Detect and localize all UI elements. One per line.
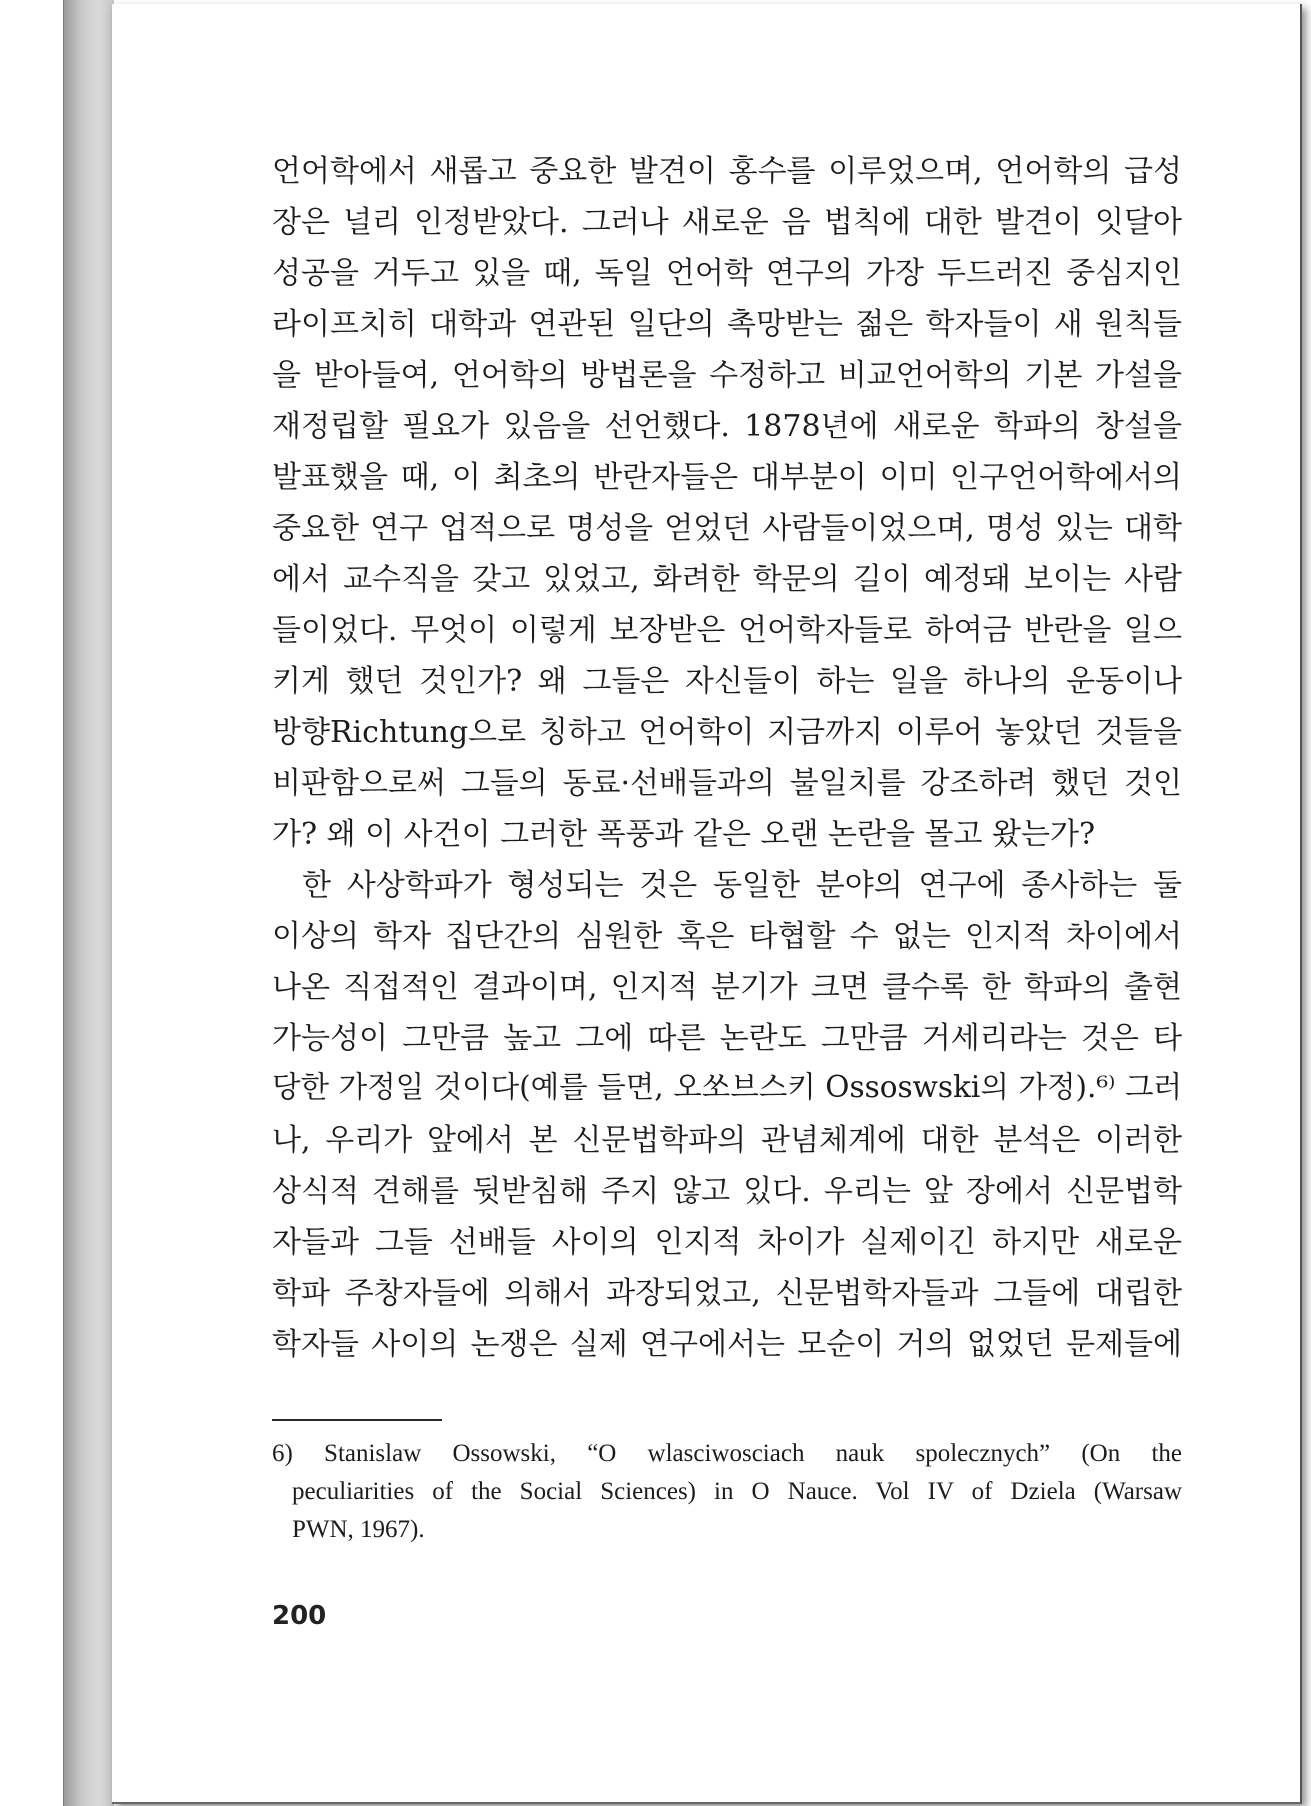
body-line: 발표했을 때, 이 최초의 반란자들은 대부분이 이미 인구언어학에서의 <box>272 460 1182 495</box>
body-line: 라이프치히 대학과 연관된 일단의 촉망받는 젊은 학자들이 새 원칙들 <box>272 307 1182 342</box>
body-line: 자들과 그들 선배들 사이의 인지적 차이가 실제이긴 하지만 새로운 <box>272 1225 1182 1260</box>
footnote-line: PWN, 1967). <box>292 1516 425 1543</box>
body-line: 성공을 거두고 있을 때, 독일 언어학 연구의 가장 두드러진 중심지인 <box>272 256 1182 291</box>
body-line: 중요한 연구 업적으로 명성을 얻었던 사람들이었으며, 명성 있는 대학 <box>272 511 1182 546</box>
body-line: 나, 우리가 앞에서 본 신문법학파의 관념체계에 대한 분석은 이러한 <box>272 1123 1182 1158</box>
body-line: 장은 널리 인정받았다. 그러나 새로운 음 법칙에 대한 발견이 잇달아 <box>272 205 1182 240</box>
body-line: 에서 교수직을 갖고 있었고, 화려한 학문의 길이 예정돼 보이는 사람 <box>272 562 1182 597</box>
body-line-paragraph-start: 한 사상학파가 형성되는 것은 동일한 분야의 연구에 종사하는 둘 <box>302 868 1182 903</box>
body-line: 가능성이 그만큼 높고 그에 따른 논란도 그만큼 거세리라는 것은 타 <box>272 1021 1182 1056</box>
body-line: 재정립할 필요가 있음을 선언했다. 1878년에 새로운 학파의 창설을 <box>272 409 1182 444</box>
body-line: 언어학에서 새롭고 중요한 발견이 홍수를 이루었으며, 언어학의 급성 <box>272 154 1182 189</box>
body-line: 당한 가정일 것이다(예를 들면, 오쏘브스키 Ossoswski의 가정).⁶⁾ 그러 <box>272 1070 1182 1104</box>
page-number: 200 <box>272 1601 327 1631</box>
body-line: 들이었다. 무엇이 이렇게 보장받은 언어학자들로 하여금 반란을 일으 <box>272 613 1182 648</box>
body-line: 키게 했던 것인가? 왜 그들은 자신들이 하는 일을 하나의 운동이나 <box>272 664 1182 699</box>
book-page <box>112 4 1302 1804</box>
body-line: 을 받아들여, 언어학의 방법론을 수정하고 비교언어학의 기본 가설을 <box>272 358 1182 393</box>
body-line: 방향Richtung으로 칭하고 언어학이 지금까지 이루어 놓았던 것들을 <box>272 715 1182 750</box>
footnote-divider <box>272 1419 442 1421</box>
body-line: 학자들 사이의 논쟁은 실제 연구에서는 모순이 거의 없었던 문제들에 <box>272 1327 1182 1362</box>
body-line: 상식적 견해를 뒷받침해 주지 않고 있다. 우리는 앞 장에서 신문법학 <box>272 1174 1182 1209</box>
body-line-paragraph-end: 가? 왜 이 사건이 그러한 폭풍과 같은 오랜 논란을 몰고 왔는가? <box>272 817 1096 852</box>
body-line: 비판함으로써 그들의 동료·선배들과의 불일치를 강조하려 했던 것인 <box>272 766 1182 801</box>
footnote-line: 6) Stanislaw Ossowski, “O wlasciwosciach nauk spolecznych” (On the <box>272 1440 1182 1467</box>
body-line: 학파 주창자들에 의해서 과장되었고, 신문법학자들과 그들에 대립한 <box>272 1276 1182 1311</box>
footnote-line: peculiarities of the Social Sciences) in O Nauce. Vol IV of Dziela (Warsaw <box>292 1478 1182 1505</box>
body-line: 나온 직접적인 결과이며, 인지적 분기가 크면 클수록 한 학파의 출현 <box>272 970 1182 1005</box>
body-line: 이상의 학자 집단간의 심원한 혹은 타협할 수 없는 인지적 차이에서 <box>272 919 1182 954</box>
book-spine <box>63 0 114 1806</box>
